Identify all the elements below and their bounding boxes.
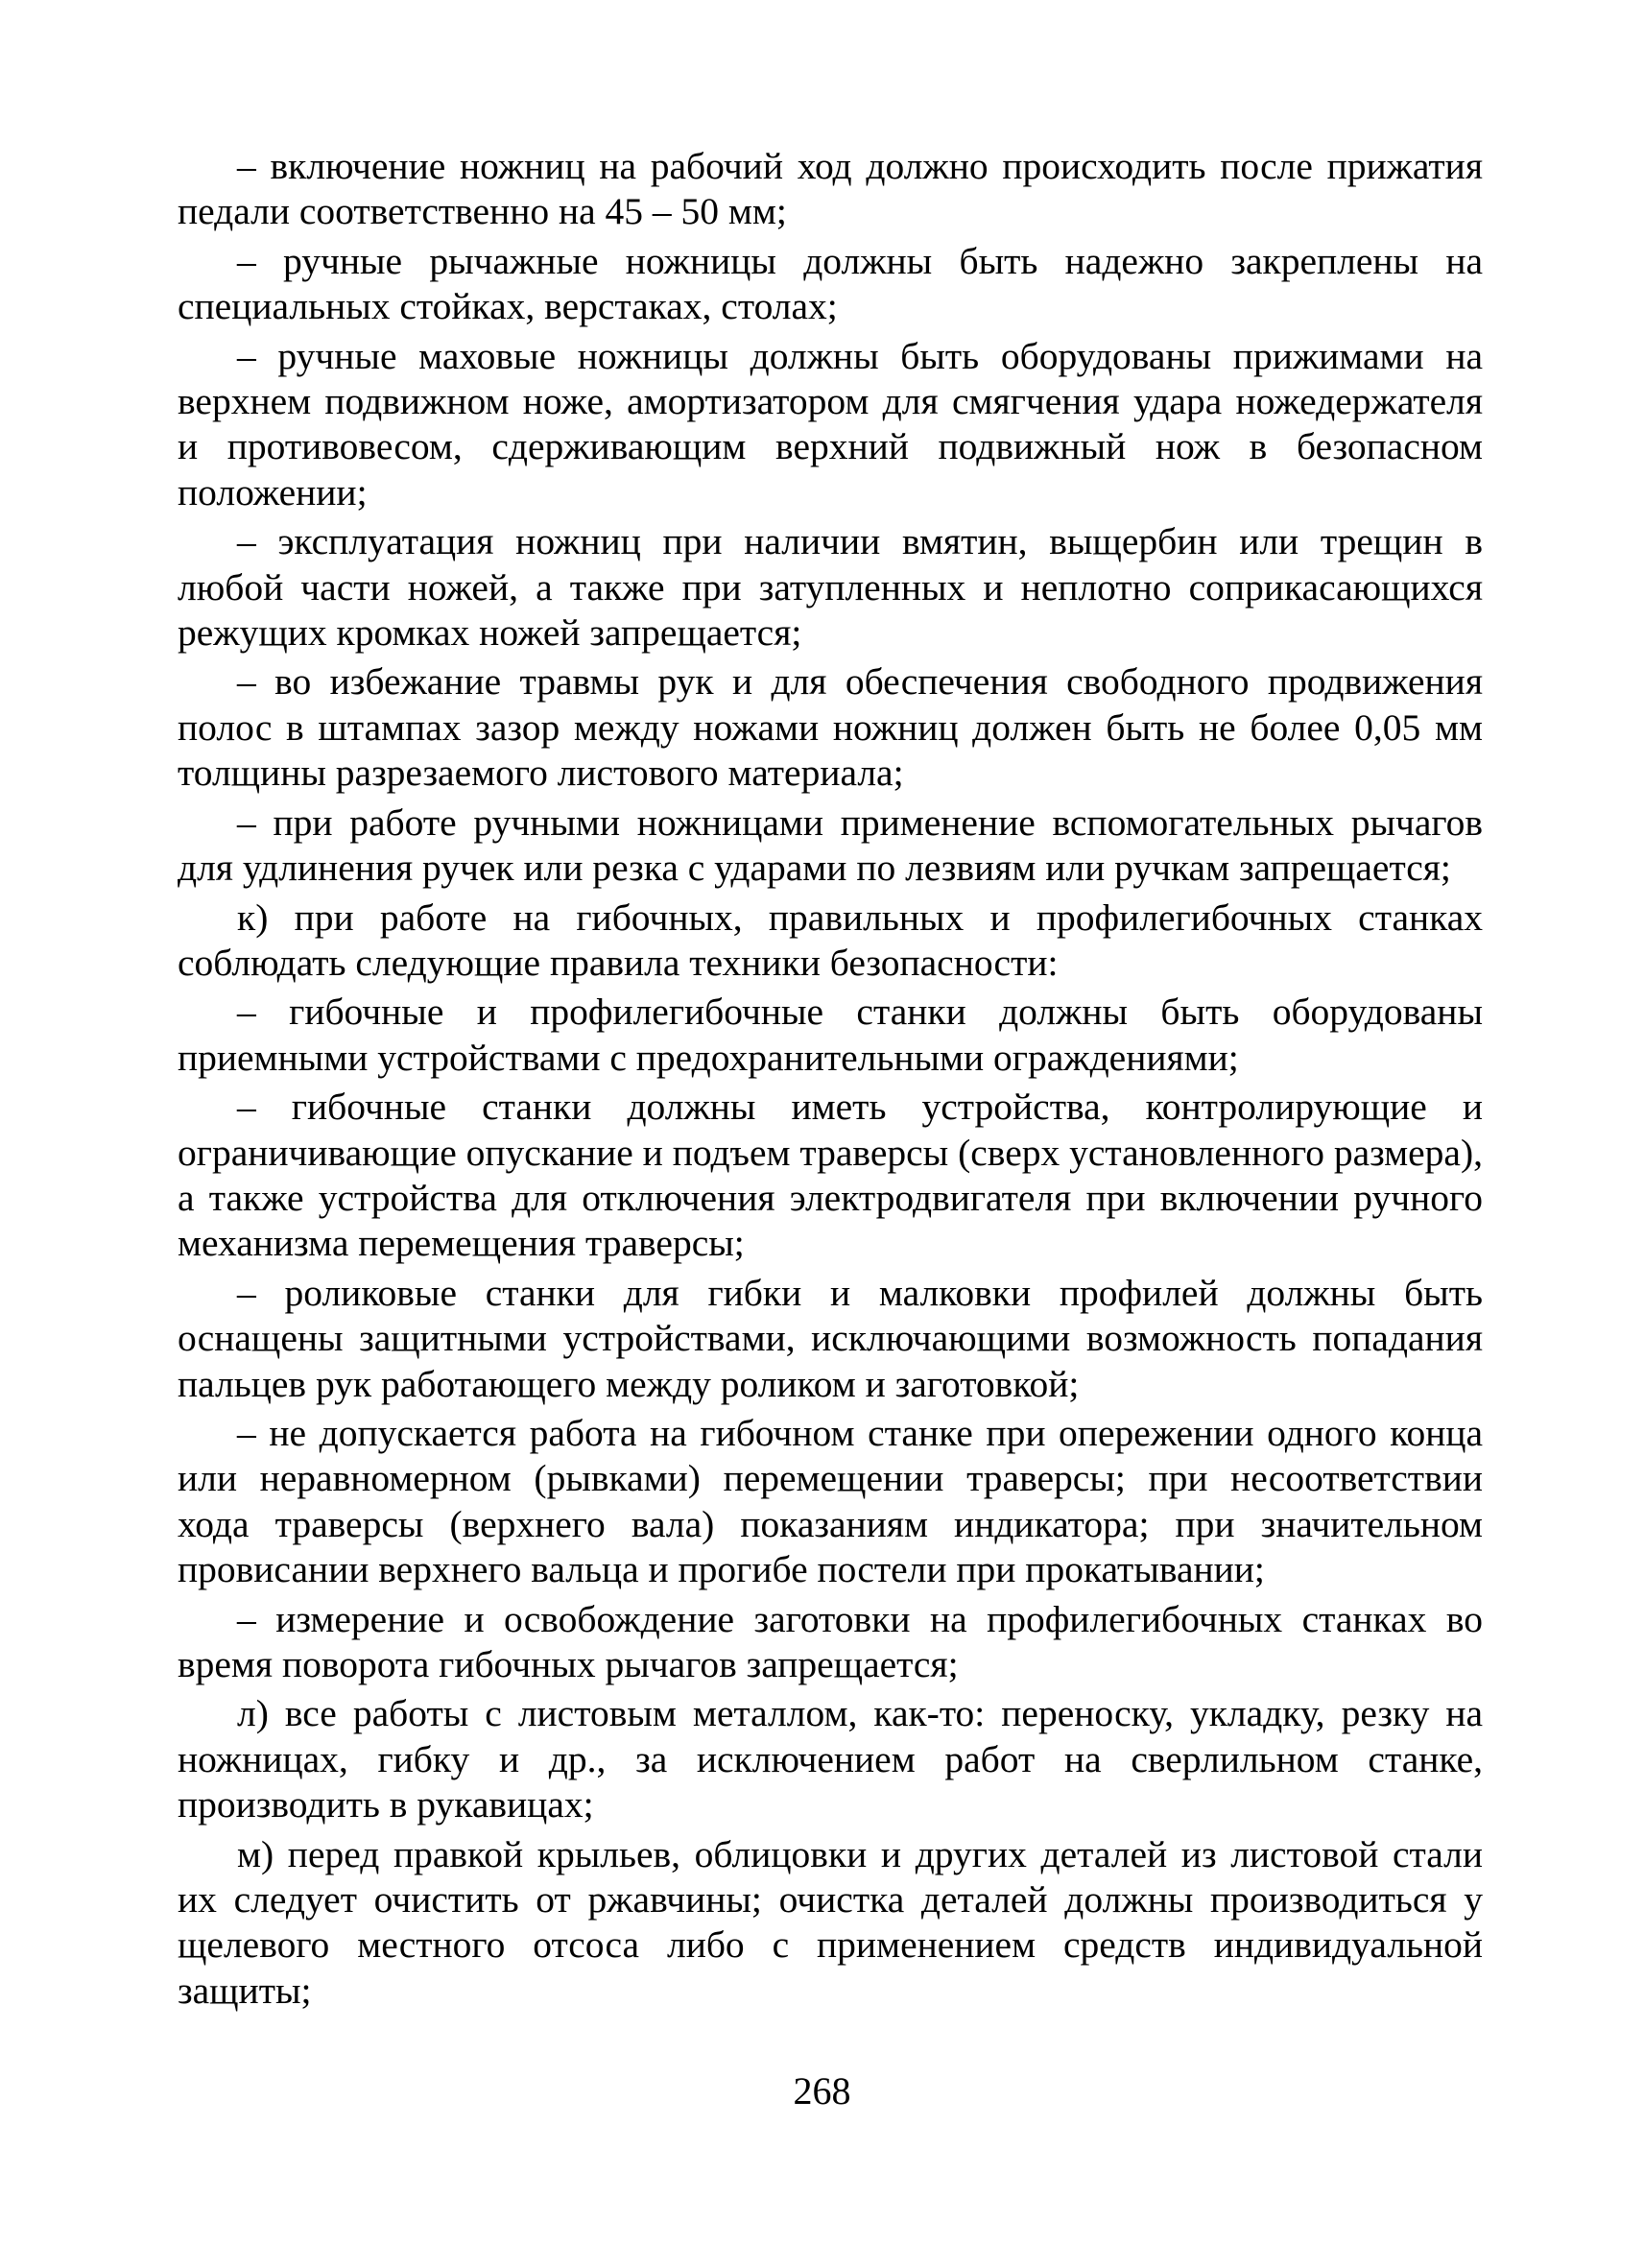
paragraph-sheet-metal-gloves: л) все работы с листовым металлом, как-то: переноску, укладку, резку на ножницах, гибку и др., за исключением работ на сверлильном станке, производить в рукавицах;	[178, 1692, 1483, 1826]
paragraph-bending-prohibitions: – не допускается работа на гибочном станке при опережении одного конца или неравномерном (рывками) перемещении траверсы; при несоответствии хода траверсы (верхнего вала) показаниям индикатора; при значительном провисании верхнего вальца и прогибе постели при прокатывании;	[178, 1411, 1483, 1591]
paragraph-blade-gap: – во избежание травмы рук и для обеспечения свободного продвижения полос в штампах зазор между ножами ножниц должен быть не более 0,05 мм толщины разрезаемого листового материала;	[178, 660, 1483, 795]
paragraph-measurement-prohibition: – измерение и освобождение заготовки на профилегибочных станках во время поворота гибочных рычагов запрещается;	[178, 1597, 1483, 1685]
paragraph-receiving-devices: – гибочные и профилегибочные станки должны быть оборудованы приемными устройствами с предохранительными ограждениями;	[178, 991, 1483, 1079]
paragraph-lever-scissors: – ручные рычажные ножницы должны быть надежно закреплены на специальных стойках, верстаках, столах;	[178, 239, 1483, 328]
paragraph-traverse-control: – гибочные станки должны иметь устройства, контролирующие и ограничивающие опускание и подъем траверсы (сверх установленного размера), а также устройства для отключения электродвигателя при включении ручного механизма перемещения траверсы;	[178, 1086, 1483, 1265]
paragraph-bending-machines-rules: к) при работе на гибочных, правильных и профилегибочных станках соблюдать следующие правила техники безопасности:	[178, 895, 1483, 984]
paragraph-flywheel-scissors: – ручные маховые ножницы должны быть оборудованы прижимами на верхнем подвижном ноже, амортизатором для смягчения удара ножедержателя и противовесом, сдерживающим верхний подвижный нож в безопасном положении;	[178, 334, 1483, 513]
paragraph-scissors-activation: – включение ножниц на рабочий ход должно происходить после прижатия педали соответственно на 45 – 50 мм;	[178, 145, 1483, 233]
paragraph-scissors-defects: – эксплуатация ножниц при наличии вмятин, выщербин или трещин в любой части ножей, а также при затупленных и неплотно соприкасающихся режущих кромках ножей запрещается;	[178, 520, 1483, 655]
paragraph-roller-machines: – роликовые станки для гибки и малковки профилей должны быть оснащены защитными устройствами, исключающими возможность попадания пальцев рук работающего между роликом и заготовкой;	[178, 1271, 1483, 1405]
paragraph-rust-cleaning: м) перед правкой крыльев, облицовки и других деталей из листовой стали их следует очистить от ржавчины; очистка деталей должны производиться у щелевого местного отсоса либо с применением средств индивидуальной защиты;	[178, 1832, 1483, 2012]
paragraph-hand-scissors-levers: – при работе ручными ножницами применение вспомогательных рычагов для удлинения ручек или резка с ударами по лезвиям или ручкам запрещается;	[178, 800, 1483, 890]
page-number: 268	[793, 2069, 851, 2113]
document-page	[178, 144, 1483, 2014]
